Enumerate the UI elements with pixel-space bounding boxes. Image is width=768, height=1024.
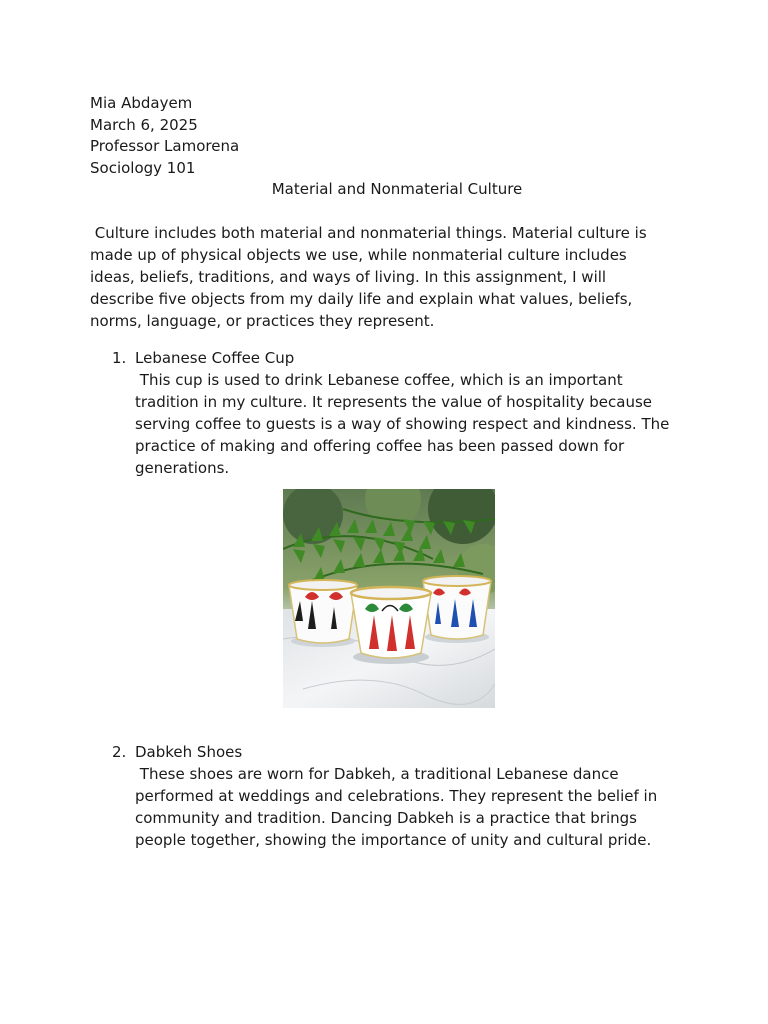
list-number: 1. bbox=[112, 349, 127, 367]
date: March 6, 2025 bbox=[90, 115, 198, 134]
coffee-cups-photo bbox=[283, 489, 495, 708]
course-name: Sociology 101 bbox=[90, 158, 196, 177]
list-body: These shoes are worn for Dabkeh, a traditional Lebanese dance performed at weddings and celebrations. They represent the belief in community and tradition. Dancing Dabkeh is a practice that brings people together, showing the importance of unity and cultural pride. bbox=[135, 765, 662, 849]
list-body: This cup is used to drink Lebanese coffee, which is an important tradition in my culture. It represents the value of hospitality because serving coffee to guests is a way of showing respect and kindness. The practice of making and offering coffee has been passed down for generations. bbox=[135, 371, 675, 477]
list-heading: Dabkeh Shoes bbox=[135, 743, 243, 761]
list-number: 2. bbox=[112, 743, 127, 761]
list-heading: Lebanese Coffee Cup bbox=[135, 349, 295, 367]
professor-name: Professor Lamorena bbox=[90, 137, 240, 156]
intro-paragraph: Culture includes both material and nonmaterial things. Material culture is made up of physical objects we use, while nonmaterial culture includes ideas, beliefs, traditions, and ways of living. In this assignment, I will describe five objects from my daily life and explain what values, beliefs, norms, language, or practices they represent. bbox=[90, 224, 652, 330]
document-title: Material and Nonmaterial Culture bbox=[271, 180, 523, 198]
header-block bbox=[90, 93, 239, 179]
author-name: Mia Abdayem bbox=[90, 94, 193, 112]
